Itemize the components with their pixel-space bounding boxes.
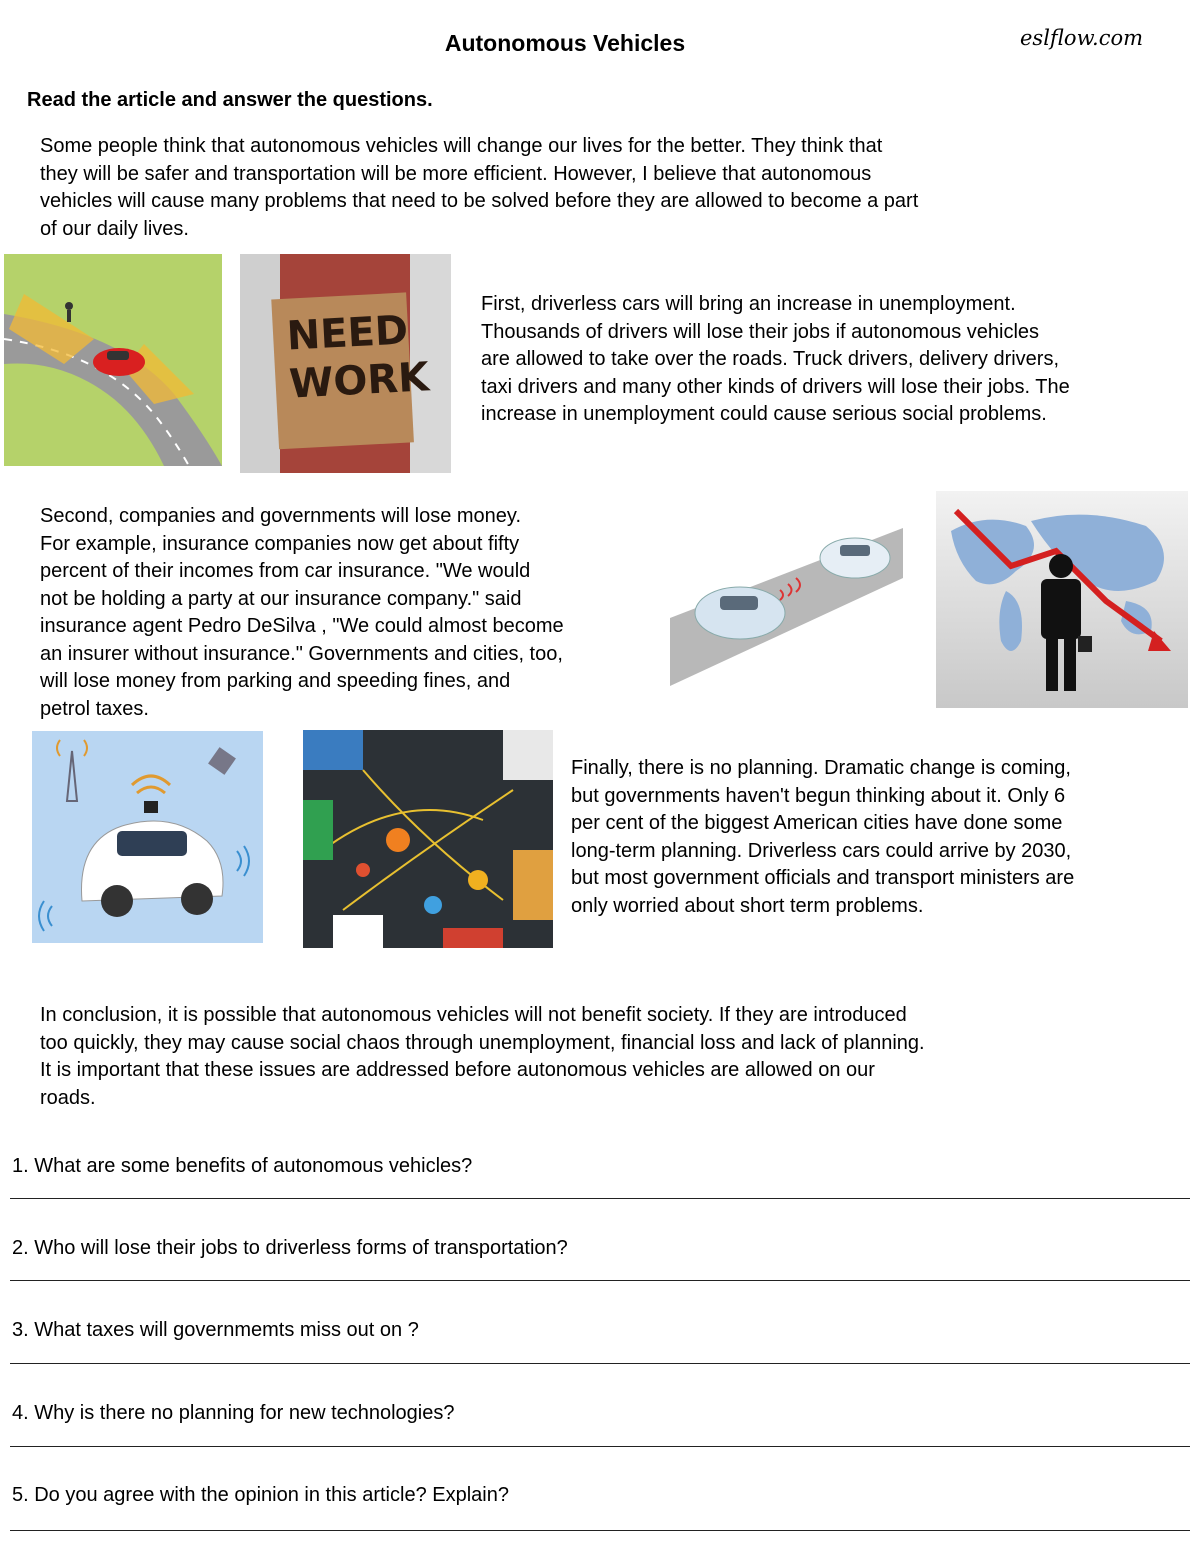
first-line: taxi drivers and many other kinds of drivers will lose their jobs. The bbox=[481, 375, 1070, 398]
second-paragraph bbox=[40, 503, 564, 723]
conclusion-line: roads. bbox=[40, 1086, 96, 1109]
planning-table-image bbox=[303, 730, 553, 948]
second-line: not be holding a party at our insurance company." said bbox=[40, 587, 522, 610]
first-paragraph bbox=[481, 291, 1070, 429]
sign-text-line: NEED bbox=[285, 307, 410, 360]
question-5: 5. Do you agree with the opinion in this article? Explain? bbox=[12, 1484, 509, 1506]
second-line: Second, companies and governments will lose money. bbox=[40, 505, 521, 527]
first-line: Thousands of drivers will lose their jobs if autonomous vehicles bbox=[481, 320, 1040, 343]
answer-line-1[interactable] bbox=[10, 1198, 1190, 1199]
finally-line: Finally, there is no planning. Dramatic change is coming, bbox=[571, 757, 1071, 779]
connected-cars-image bbox=[670, 518, 903, 686]
first-line: are allowed to take over the roads. Truck drivers, delivery drivers, bbox=[481, 348, 1060, 370]
conclusion-paragraph bbox=[40, 1002, 925, 1112]
intro-line: of our daily lives. bbox=[40, 217, 189, 240]
second-line: petrol taxes. bbox=[40, 697, 149, 720]
second-line: insurance agent Pedro DeSilva , "We could almost become bbox=[40, 615, 564, 637]
self-driving-car-image bbox=[32, 731, 263, 943]
first-line: First, driverless cars will bring an increase in unemployment. bbox=[481, 293, 1016, 315]
answer-line-2[interactable] bbox=[10, 1280, 1190, 1281]
road-car-image bbox=[4, 254, 222, 466]
second-line: will lose money from parking and speeding fines, and bbox=[40, 670, 511, 692]
intro-line: vehicles will cause many problems that need to be solved before they are allowed to become a part bbox=[40, 190, 919, 212]
falling-map-image bbox=[936, 491, 1188, 708]
sign-text-line: WORK bbox=[288, 354, 431, 408]
answer-line-5[interactable] bbox=[10, 1530, 1190, 1531]
first-line: increase in unemployment could cause serious social problems. bbox=[481, 403, 1047, 425]
finally-line: but most government officials and transport ministers are bbox=[571, 867, 1075, 889]
second-line: For example, insurance companies now get about fifty bbox=[40, 532, 520, 555]
conclusion-line: In conclusion, it is possible that autonomous vehicles will not benefit society. If they are introduced bbox=[40, 1004, 907, 1026]
question-2: 2. Who will lose their jobs to driverless forms of transportation? bbox=[12, 1237, 568, 1259]
answer-line-3[interactable] bbox=[10, 1363, 1190, 1364]
intro-line: Some people think that autonomous vehicles will change our lives for the better. They think that bbox=[40, 135, 883, 157]
page-title: Autonomous Vehicles bbox=[444, 30, 686, 56]
question-1: 1. What are some benefits of autonomous vehicles? bbox=[12, 1155, 473, 1177]
falling-map-icon bbox=[936, 491, 1188, 708]
instructions: Read the article and answer the questions. bbox=[27, 89, 433, 111]
finally-line: per cent of the biggest American cities have done some bbox=[571, 812, 1063, 834]
need-work-image bbox=[240, 254, 451, 473]
road-car-icon bbox=[4, 254, 222, 466]
finally-line: only worried about short term problems. bbox=[571, 894, 924, 917]
intro-line: they will be safer and transportation will be more efficient. However, I believe that autonomous bbox=[40, 162, 872, 185]
conclusion-line: It is important that these issues are addressed before autonomous vehicles are allowed on our bbox=[40, 1059, 875, 1081]
connected-cars-icon bbox=[670, 518, 903, 686]
second-line: percent of their incomes from car insurance. "We would bbox=[40, 560, 531, 582]
planning-table-icon bbox=[303, 730, 553, 948]
answer-line-4[interactable] bbox=[10, 1446, 1190, 1447]
finally-line: long-term planning. Driverless cars could arrive by 2030, bbox=[571, 839, 1072, 862]
conclusion-line: too quickly, they may cause social chaos through unemployment, financial loss and lack of planning. bbox=[40, 1031, 925, 1054]
brand-logo-text: eslflow.com bbox=[1020, 26, 1144, 50]
question-4: 4. Why is there no planning for new technologies? bbox=[12, 1402, 455, 1424]
self-driving-car-icon bbox=[32, 731, 263, 943]
question-3: 3. What taxes will governmemts miss out on ? bbox=[12, 1319, 419, 1341]
finally-line: but governments haven't begun thinking about it. Only 6 bbox=[571, 784, 1066, 807]
finally-paragraph bbox=[571, 755, 1074, 920]
intro-paragraph bbox=[40, 133, 918, 243]
second-line: an insurer without insurance." Governments and cities, too, bbox=[40, 642, 563, 665]
